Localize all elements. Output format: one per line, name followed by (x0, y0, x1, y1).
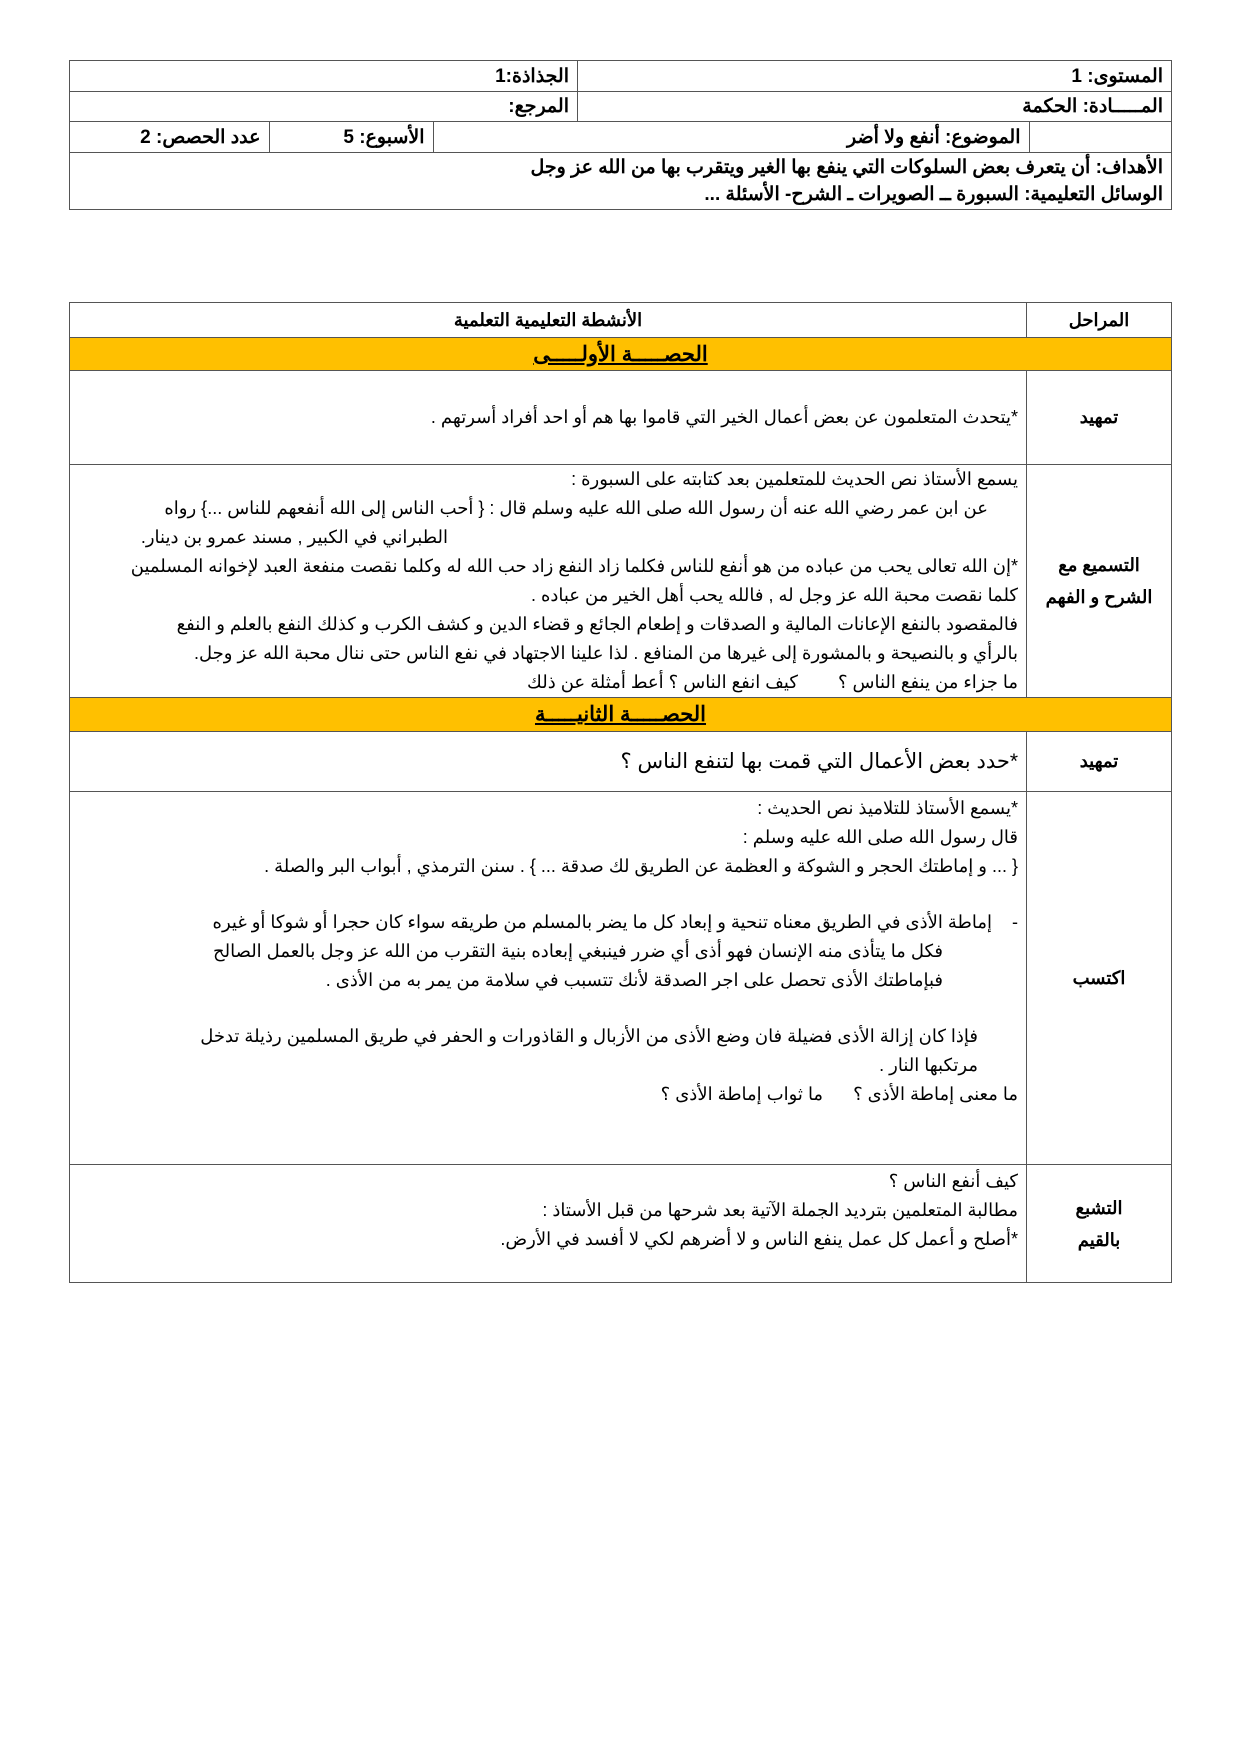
activity-line: يسمع الأستاذ نص الحديث للمتعلمين بعد كتابته على السبورة : (571, 469, 1018, 489)
activity-line: فالمقصود بالنفع الإعانات المالية و الصدقات و إطعام الجائع و قضاء الدين و كشف الكرب و كذلك النفع بالعلم و النفع (176, 614, 1018, 634)
session-one-banner: الحصـــــة الأولـــــى (70, 338, 1172, 371)
activity-line: الطبراني في الكبير , مسند عمرو بن دينار. (140, 527, 448, 547)
reference: المرجع: (70, 92, 578, 122)
stage-label: التسميع مع الشرح و الفهم (1027, 465, 1172, 698)
unit-number: الجذاذة:1 (70, 61, 578, 92)
activity-line: قال رسول الله صلى الله عليه وسلم : (742, 827, 1018, 847)
stage-label: تمهيد (1027, 732, 1172, 792)
activities-table (69, 302, 1172, 1283)
activity-line: كيف أنفع الناس ؟ (888, 1171, 1018, 1191)
activity-line: فبإماطتك الأذى تحصل على اجر الصدقة لأنك تتسبب في سلامة من يمر به من الأذى . (325, 970, 943, 990)
activity-line: *أصلح و أعمل كل عمل ينفع الناس و لا أضرهم لكي لا أفسد في الأرض. (500, 1229, 1018, 1249)
activity-line: ما معنى إماطة الأذى ؟ ما ثواب إماطة الأذى ؟ (660, 1084, 1018, 1104)
activity-line: مطالبة المتعلمين بترديد الجملة الآتية بعد شرحها من قبل الأستاذ : (542, 1200, 1018, 1220)
activity-line: كلما نقصت محبة الله عز وجل له , فالله يحب أهل الخير من عباده . (530, 585, 1018, 605)
session-two-banner: الحصـــــة الثانيـــــة (70, 698, 1172, 732)
level: المستوى: 1 (578, 61, 1172, 92)
activity-line: فإذا كان إزالة الأذى فضيلة فان وضع الأذى من الأزبال و القاذورات و الحفر في طريق المسلمين رذيلة تدخل (200, 1026, 978, 1046)
topic: الموضوع: أنفع ولا أضر (433, 122, 1029, 152)
activity-line: *يسمع الأستاذ للتلاميذ نص الحديث : (757, 798, 1018, 818)
stage-label: اكتسب (1027, 792, 1172, 1165)
activity-line: عن ابن عمر رضي الله عنه أن رسول الله صلى الله عليه وسلم قال : { أحب الناس إلى الله أنفعهم للناس ...} رواه (164, 498, 988, 518)
week: الأسبوع: 5 (269, 122, 433, 152)
stage-label: تمهيد (1027, 371, 1172, 465)
activity-line: - إماطة الأذى في الطريق معناه تنحية و إبعاد كل ما يضر بالمسلم من طريقه سواء كان حجرا أو شوكا أو غيره (212, 912, 1018, 932)
subject: المـــــادة: الحكمة (578, 92, 1172, 122)
activity-line: { ... و إماطتك الحجر و الشوكة و العظمة عن الطريق لك صدقة ... } . سنن الترمذي , أبواب البر والصلة . (264, 856, 1018, 876)
activity-line: *حدد بعض الأعمال التي قمت بها لتنفع الناس ؟ (620, 750, 1018, 773)
column-header-activities: الأنشطة التعليمية التعلمية (70, 303, 1027, 338)
objectives: الأهداف: أن يتعرف بعض السلوكات التي ينفع بها الغير ويتقرب بها من الله عز وجل (530, 157, 1163, 178)
activity-line: *إن الله تعالى يحب من عباده من هو أنفع للناس فكلما زاد النفع زاد حب الله له وكلما نقصت منفعة العبد لإخوانه المسلمين (130, 556, 1018, 576)
stage-label: التشبع بالقيم (1027, 1165, 1172, 1283)
activity-line: *يتحدث المتعلمون عن بعض أعمال الخير التي قاموا بها هم أو احد أفراد أسرتهم . (430, 407, 1018, 427)
teaching-materials: الوسائل التعليمية: السبورة ــ الصويرات ـ الشرح- الأسئلة ... (704, 184, 1163, 205)
info-table (69, 60, 1172, 210)
activity-line: فكل ما يتأذى منه الإنسان فهو أذى أي ضرر فينبغي إبعاده بنية التقرب من الله عز وجل بالعمل الصالح (213, 941, 943, 961)
activity-line: مرتكبها النار . (879, 1055, 978, 1075)
activity-line: ما جزاء من ينفع الناس ؟ كيف انفع الناس ؟ أعط أمثلة عن ذلك (527, 672, 1018, 692)
column-header-stages: المراحل (1027, 303, 1172, 338)
session-count: عدد الحصص: 2 (140, 126, 261, 148)
activity-line: بالرأي و بالنصيحة و بالمشورة إلى غيرها من المنافع . لذا علينا الاجتهاد في نفع الناس حتى ننال محبة الله عز وجل. (194, 643, 1018, 663)
